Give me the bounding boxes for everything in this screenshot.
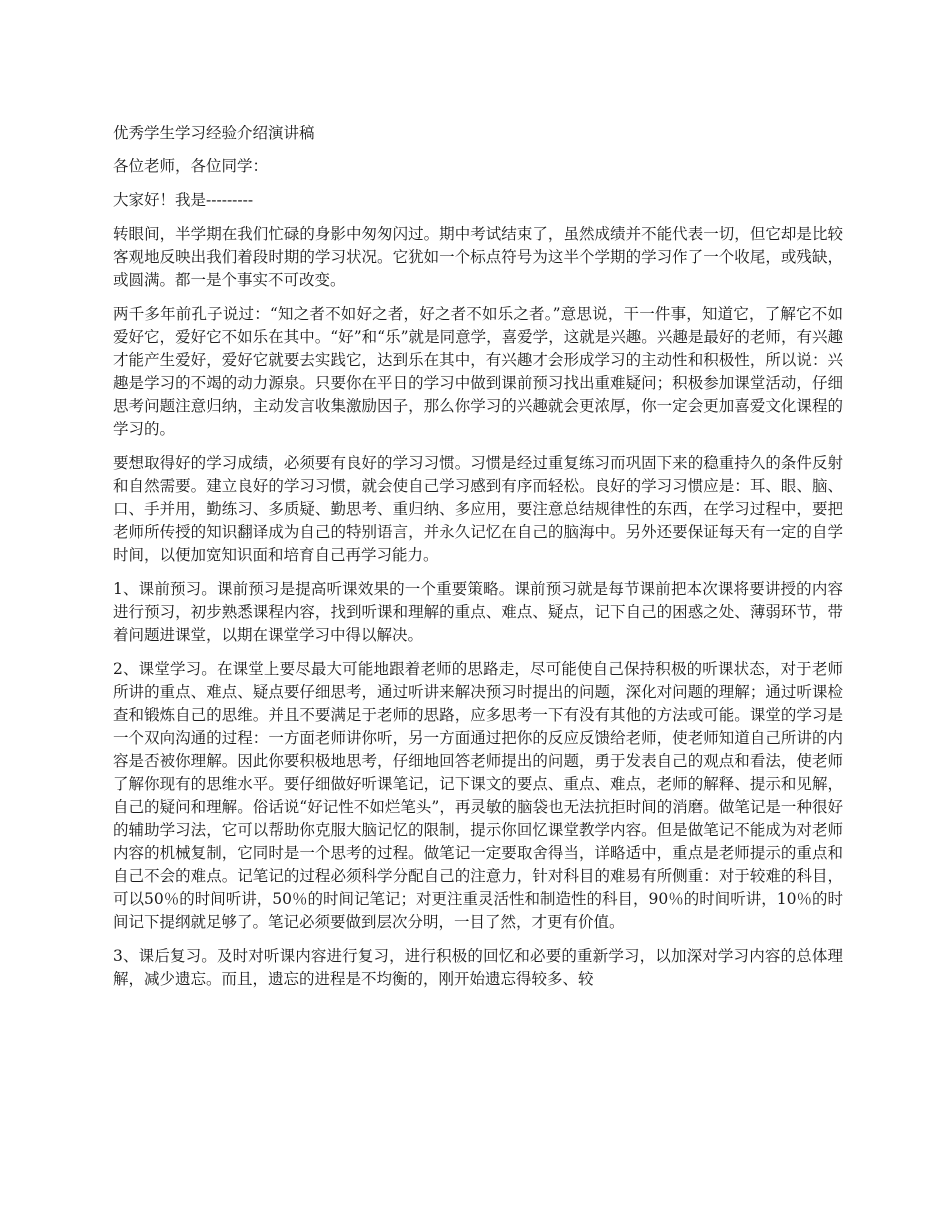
paragraph: 转眼间，半学期在我们忙碌的身影中匆匆闪过。期中考试结束了，虽然成绩并不能代表一切，但它却是比较客观地反映出我们着段时期的学习状况。它犹如一个标点符号为这半个学期的学习作了一个收尾，或残缺，或圆满。都一是个事实不可改变。: [113, 225, 843, 289]
document-body: [113, 122, 843, 1002]
paragraph: 3、课后复习。及时对听课内容进行复习，进行积极的回忆和必要的重新学习，以加深对学习内容的总体理解，减少遗忘。而且，遗忘的进程是不均衡的，刚开始遗忘得较多、较: [113, 947, 843, 988]
paragraph: 2、课堂学习。在课堂上要尽最大可能地跟着老师的思路走，尽可能使自己保持积极的听课状态，对于老师所讲的重点、难点、疑点要仔细思考，通过听讲来解决预习时提出的问题，深化对问题的理解；通过听课检查和锻炼自己的思维。并且不要满足于老师的思路，应多思考一下有没有其他的方法或可能。课堂的学习是一个双向沟通的过程：一方面老师讲你听，另一方面通过把你的反应反馈给老师，使老师知道自己所讲的内容是否被你理解。因此你要积极地思考，仔细地回答老师提出的问题，勇于发表自己的观点和看法，使老师了解你现有的思维水平。要仔细做好听课笔记，记下课文的要点、重点、难点，老师的解释、提示和见解，自己的疑问和理解。俗话说“好记性不如烂笔头”，再灵敏的脑袋也无法抗拒时间的消磨。做笔记是一种很好的辅助学习法，它可以帮助你克服大脑记忆的限制，提示你回忆课堂教学内容。但是做笔记不能成为对老师内容的机械复制，它同时是一个思考的过程。做笔记一定要取舍得当，详略适中，重点是老师提示的重点和自己不会的难点。记笔记的过程必须科学分配自己的注意力，针对科目的难易有所侧重：对于较难的科目，可以50％的时间听讲，50％的时间记笔记；对更注重灵活性和制造性的科目，90％的时间听讲，10％的时间记下提纲就足够了。笔记必须要做到层次分明，一目了然，才更有价值。: [113, 660, 843, 931]
paragraph: 两千多年前孔子说过：“知之者不如好之者，好之者不如乐之者。”意思说，干一件事，知道它，了解它不如爱好它，爱好它不如乐在其中。“好”和“乐”就是同意学，喜爱学，这就是兴趣。兴趣是最好的老师，有兴趣才能产生爱好，爱好它就要去实践它，达到乐在其中，有兴趣才会形成学习的主动性和积极性，所以说：兴趣是学习的不竭的动力源泉。只要你在平日的学习中做到课前预习找出重难疑问；积极参加课堂活动，仔细思考问题注意归纳，主动发言收集激励因子，那么你学习的兴趣就会更浓厚，你一定会更加喜爱文化课程的学习的。: [113, 305, 843, 438]
paragraph: 1、课前预习。课前预习是提高听课效果的一个重要策略。课前预习就是每节课前把本次课将要讲授的内容进行预习，初步熟悉课程内容，找到听课和理解的重点、难点、疑点，记下自己的困惑之处、薄弱环节，带着问题进课堂，以期在课堂学习中得以解决。: [113, 580, 843, 644]
greeting: 大家好！我是---------: [113, 191, 254, 209]
paragraph: 要想取得好的学习成绩，必须要有良好的学习习惯。习惯是经过重复练习而巩固下来的稳重持久的条件反射和自然需要。建立良好的学习习惯，就会使自己学习感到有序而轻松。良好的学习习惯应是：耳、眼、脑、口、手并用，勤练习、多质疑、勤思考、重归纳、多应用，要注意总结规律性的东西，在学习过程中，要把老师所传授的知识翻译成为自己的特别语言，并永久记忆在自己的脑海中。另外还要保证每天有一定的自学时间，以便加宽知识面和培育自己再学习能力。: [113, 454, 843, 564]
document-title: 优秀学生学习经验介绍演讲稿: [113, 124, 315, 142]
salutation: 各位老师，各位同学：: [113, 157, 269, 175]
